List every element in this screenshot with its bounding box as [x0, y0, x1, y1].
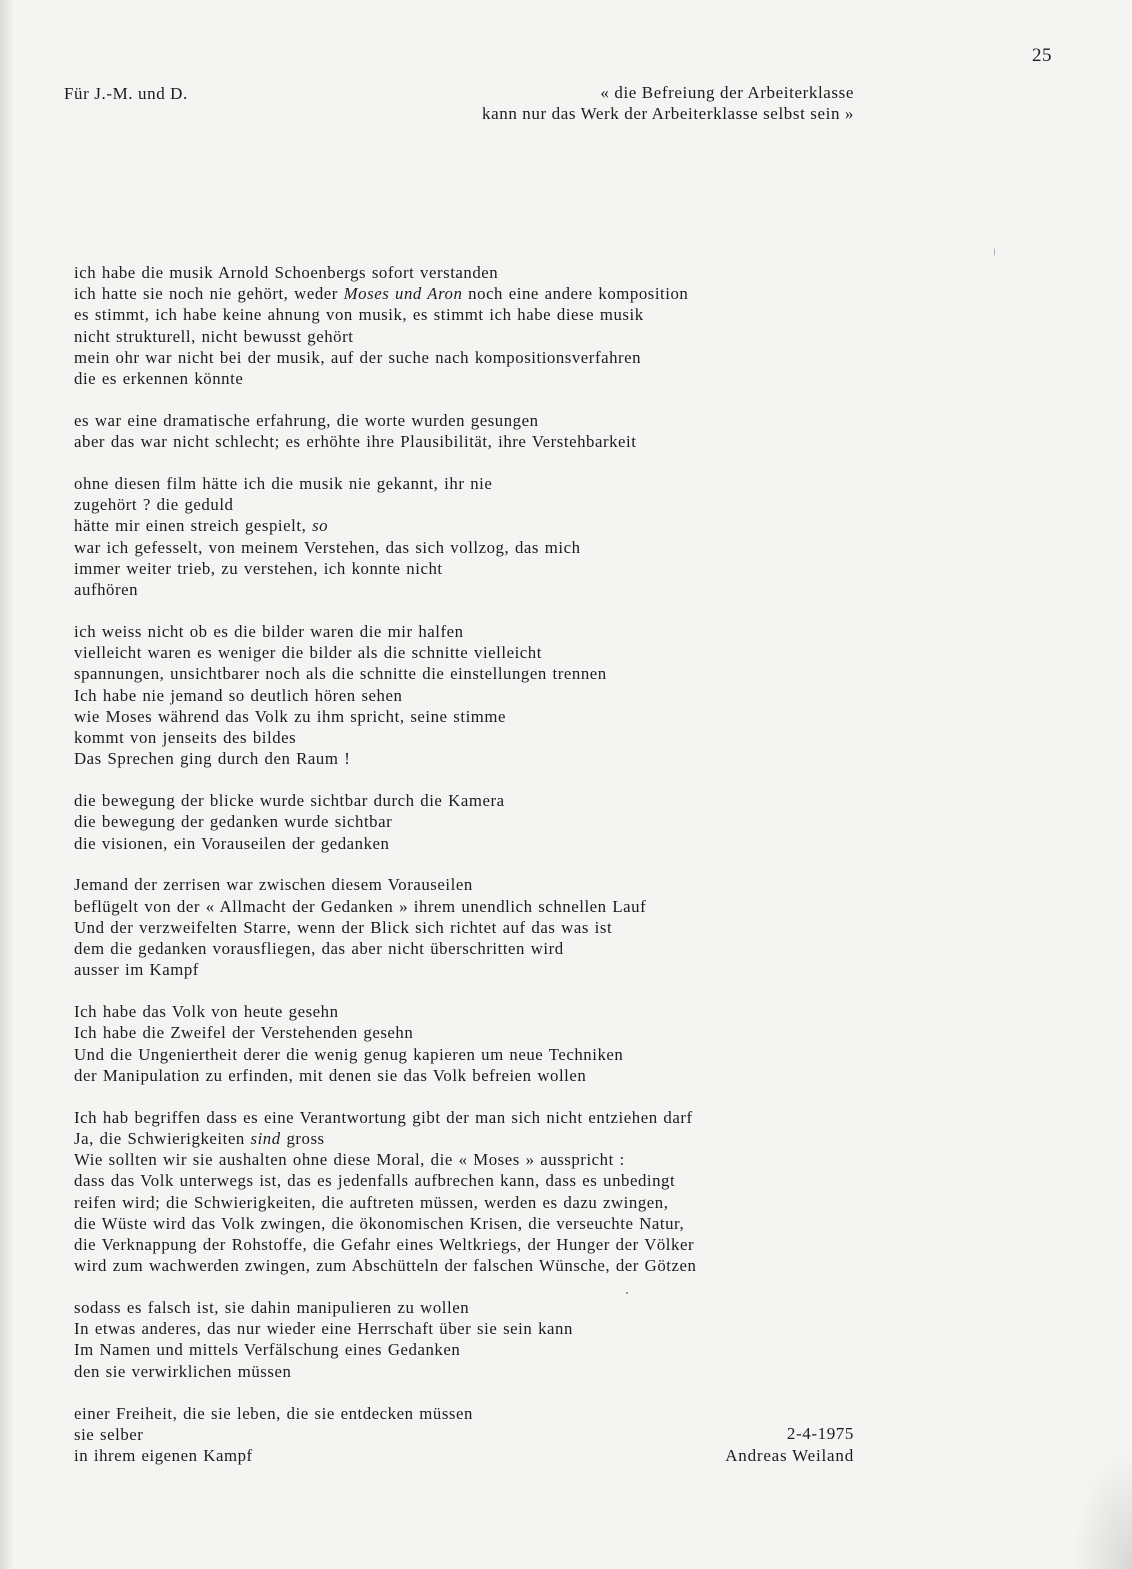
poem-line: war ich gefesselt, von meinem Verstehen, das sich vollzog, das mich: [74, 537, 581, 557]
line-text: noch eine andere komposition: [462, 284, 689, 304]
poem-line: [74, 283, 874, 304]
poem-line: in ihrem eigenen Kampf: [74, 1445, 253, 1465]
stanza: [74, 874, 874, 980]
poem-line: dem die gedanken vorausfliegen, das aber nicht überschritten wird: [74, 939, 564, 959]
poem-line: die bewegung der blicke wurde sichtbar durch die Kamera: [74, 791, 505, 811]
poem-line: es war eine dramatische erfahrung, die worte wurden gesungen: [74, 410, 539, 430]
poem-line: die Verknappung der Rohstoffe, die Gefahr eines Weltkriegs, der Hunger der Völker: [74, 1234, 695, 1254]
line-text: gross: [280, 1128, 325, 1148]
poem-line: die Wüste wird das Volk zwingen, die ökonomischen Krisen, die verseuchte Natur,: [74, 1213, 685, 1233]
page-number: 25: [1032, 45, 1052, 66]
poem-line: wie Moses während das Volk zu ihm spricht, seine stimme: [74, 706, 507, 726]
stanza: [74, 262, 874, 389]
poem-line: Und die Ungeniertheit derer die wenig genug kapieren um neue Techniken: [74, 1044, 624, 1064]
poem-line: den sie verwirklichen müssen: [74, 1361, 292, 1381]
stanza: [74, 790, 874, 854]
italic-text: Moses und Aron: [343, 284, 463, 304]
poem-line: kommt von jenseits des bildes: [74, 727, 297, 747]
poem-line: die es erkennen könnte: [74, 368, 244, 388]
poem-line: ohne diesen film hätte ich die musik nie gekannt, ihr nie: [74, 474, 493, 494]
line-text: hätte mir einen streich gespielt,: [74, 516, 313, 536]
poem-line: In etwas anderes, das nur wieder eine Herrschaft über sie sein kann: [74, 1319, 573, 1339]
poem-line: [74, 515, 874, 536]
poem-body: [74, 262, 874, 1487]
poem-line: aufhören: [74, 580, 139, 600]
poem-line: Ich hab begriffen dass es eine Verantwortung gibt der man sich nicht entziehen darf: [74, 1107, 693, 1127]
epigraph-line: « die Befreiung der Arbeiterklasse: [600, 83, 854, 102]
poem-line: Wie sollten wir sie aushalten ohne diese Moral, die « Moses » ausspricht :: [74, 1150, 625, 1170]
poem-line: Das Sprechen ging durch den Raum !: [74, 749, 351, 769]
poem-line: sodass es falsch ist, sie dahin manipulieren zu wollen: [74, 1298, 470, 1318]
stanza: [74, 1001, 874, 1086]
poem-line: der Manipulation zu erfinden, mit denen sie das Volk befreien wollen: [74, 1065, 587, 1085]
stanza: [74, 473, 874, 600]
poem-line: vielleicht waren es weniger die bilder als die schnitte vielleicht: [74, 643, 542, 663]
print-speck: [626, 1292, 628, 1294]
poem-line: wird zum wachwerden zwingen, zum Abschütteln der falschen Wünsche, der Götzen: [74, 1256, 697, 1276]
line-text: ich hatte sie noch nie gehört, weder: [74, 284, 344, 304]
poem-line: sie selber: [74, 1424, 144, 1444]
author-signature: Andreas Weiland: [725, 1446, 854, 1465]
poem-line: zugehört ? die geduld: [74, 495, 234, 515]
poem-line: Ich habe nie jemand so deutlich hören sehen: [74, 685, 403, 705]
poem-line: ich habe die musik Arnold Schoenbergs sofort verstanden: [74, 263, 499, 282]
poem-line: Im Namen und mittels Verfälschung eines Gedanken: [74, 1340, 461, 1360]
stanza: [74, 410, 874, 452]
stanza: [74, 621, 874, 769]
dedication: Für J.-M. und D.: [64, 84, 188, 103]
poem-line: aber das war nicht schlecht; es erhöhte ihre Plausibilität, ihre Verstehbarkeit: [74, 432, 637, 452]
italic-text: sind: [250, 1128, 281, 1148]
poem-line: Jemand der zerrisen war zwischen diesem Vorauseilen: [74, 875, 473, 895]
poem-line: Ich habe die Zweifel der Verstehenden gesehn: [74, 1023, 414, 1043]
poem-line: Und der verzweifelten Starre, wenn der Blick sich richtet auf das was ist: [74, 917, 613, 937]
poem-line: dass das Volk unterwegs ist, das es jedenfalls aufbrechen kann, dass es unbedingt: [74, 1171, 676, 1191]
line-text: Ja, die Schwierigkeiten: [74, 1128, 251, 1148]
poem-line: ausser im Kampf: [74, 960, 199, 980]
poem-line: mein ohr war nicht bei der musik, auf der suche nach kompositionsverfahren: [74, 347, 642, 367]
poem-line: die bewegung der gedanken wurde sichtbar: [74, 812, 393, 832]
poem-line: einer Freiheit, die sie leben, die sie entdecken müssen: [74, 1403, 473, 1423]
poem-line: ich weiss nicht ob es die bilder waren die mir halfen: [74, 622, 464, 642]
print-speck: [994, 248, 995, 256]
poem-line: nicht strukturell, nicht bewusst gehört: [74, 326, 354, 346]
poem-date: 2-4-1975: [786, 1424, 854, 1443]
epigraph: [294, 82, 854, 124]
stanza: [74, 1107, 874, 1277]
stanza: [74, 1297, 874, 1382]
poem-line: immer weiter trieb, zu verstehen, ich konnte nicht: [74, 558, 443, 578]
poem-line: beflügelt von der « Allmacht der Gedanken » ihrem unendlich schnellen Lauf: [74, 896, 647, 916]
page-corner-wear: [1072, 1449, 1132, 1569]
page-edge-shadow: [0, 0, 14, 1569]
poem-line: [74, 1128, 874, 1149]
poem-line: spannungen, unsichtbarer noch als die schnitte die einstellungen trennen: [74, 664, 607, 684]
poem-line: reifen wird; die Schwierigkeiten, die auftreten müssen, werden es dazu zwingen,: [74, 1192, 669, 1212]
poem-line: es stimmt, ich habe keine ahnung von musik, es stimmt ich habe diese musik: [74, 305, 644, 325]
italic-text: so: [312, 516, 329, 536]
poem-line: die visionen, ein Vorauseilen der gedanken: [74, 833, 390, 853]
epigraph-line: kann nur das Werk der Arbeiterklasse selbst sein »: [481, 104, 854, 123]
poem-line: Ich habe das Volk von heute gesehn: [74, 1002, 339, 1022]
